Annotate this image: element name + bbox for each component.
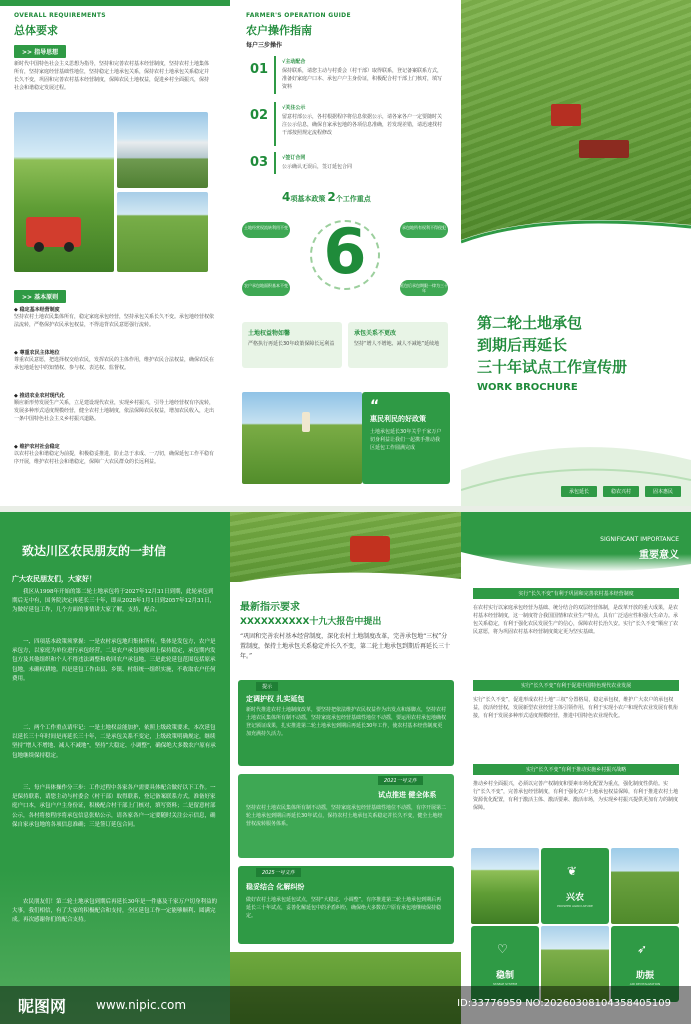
overall-requirements-panel — [0, 0, 230, 506]
letter-paragraph: 三、每户具体操作分三步：工作过程中各家各户需要具体配合做好以下工作。一是保持联系，请您主动与村委会（村干部）取得联系，登记备案联系方式，准备好家庭户口本，承包户户主身份证，积极配合村干部上门核对，填写资料；二是留意村部公示，各村将按程序将承包信息张贴公示，请各家各户一定要随时关注公示信息，确保自家承包地的各项信息准确；三是签订延包合同。 — [12, 785, 216, 828]
policy-card-text: 新时代推进农村土地制度改革，要坚持把依法维护农民权益作为出发点和落脚点，坚持农村土地农民集体所有制不动摇，坚持家庭承包经营基础性地位不动摇，要运用农村承包地确权登记颁证成果，扎实推进第二轮土地承包到期后再延长30年工作，使农村基本经营制度更加充满持久活力。 — [246, 707, 446, 737]
cover-panel — [461, 0, 691, 506]
importance-label: 实行“长久不变”有利于促进中国特色现代农业发展 — [473, 680, 679, 691]
importance-label: 实行“长久不变”有利于推动实施乡村振兴战略 — [473, 764, 679, 775]
importance-text: 在农村实行以家庭承包经营为基础、统分结合的双层经营体制，是改革开放的重大成果，是农村基本经营制度，这一制度符合我国国情和农业生产特点，具有广泛适应性和强大生命力。承包关系稳定，有利于强化农民发展生产的信心，保障农村长治久安。实行“长久不变”顺应了农民意愿，将为巩固农村基本经营制度奠定更为坚实基础。 — [473, 605, 679, 635]
step-number: 03 — [250, 155, 269, 170]
tile-photo — [471, 848, 539, 924]
key-points-heading — [282, 190, 371, 204]
step-head: √主动配合 — [282, 59, 306, 65]
big-six: 6 — [323, 215, 367, 288]
tile-label: 助振 — [635, 971, 654, 981]
principles-label: >> 基本原则 — [14, 290, 66, 303]
importance-text: 实行“长久不变”，促进形成农村土地“三权”分置格局，稳定承包权，维护广大农户的承包权益，放活经营权，发展新型农业经营主体引领作用，有利于实现小农户和现代农业发展有机衔接，有利于发展多种形式适度规模经营，推进中国特色农业现代化。 — [473, 697, 679, 719]
policy-pill: 承包地所有权利不得侵犯 — [400, 222, 448, 238]
harvester-photo — [14, 112, 114, 272]
watermark-bar — [0, 986, 691, 1024]
latest-subheadline: XXXXXXXXXX十九大报告中提出 — [240, 617, 382, 627]
benefit-card: “ 惠民利民的好政策 土地承包延长30年关乎千家万户切身利益让我们一起携手推动我区延包工作圆满完成 — [362, 392, 450, 484]
step-head: √关注公示 — [282, 105, 306, 111]
guiding-label: >> 指导思想 — [14, 45, 66, 58]
key-count-policies: 4 — [282, 190, 291, 204]
policy-card-title: 试点推进 健全体系 — [378, 791, 437, 799]
cover-title-line2: 到期后再延长 — [477, 336, 568, 354]
key-label-policies: 项基本政策 — [290, 195, 326, 203]
letter-paragraph: 二、两个工作重点请牢记：一是土地权益能加护，依照上级政策要求，本次延包以延长三十年时间是再延长三十年，二是承包关系不变定，上级政策明确规定，继续坚持“增人不增地、减人不减地”，坚持“大稳定、小调整”，确保绝大多数农户原有承包地继续保持稳定。 — [12, 725, 216, 759]
policy-card-title: 稳妥结合 化解纠纷 — [246, 883, 305, 891]
letter-greeting: 广大农民朋友们，大家好！ — [12, 575, 96, 583]
letter-panel — [0, 512, 230, 1024]
cover-title-line1: 第二轮土地承包 — [477, 314, 583, 332]
banner-wave — [230, 564, 461, 594]
rocket-icon: ➶ — [637, 942, 648, 956]
farmland-photo — [117, 192, 208, 272]
steps-subtitle: 每户三步操作 — [246, 42, 283, 49]
tile-prosper — [541, 848, 609, 924]
tile-en: AID REVITALIZATION — [629, 982, 661, 986]
tile-label: 稳制 — [495, 971, 514, 981]
step-text: 留意村部公示，各村根据程序将信息依据公示，请各家各户一定要随时关注公示信息，确保自家承包地的各项信息准确，若发现差错，请迅速找村干部按照规定流程修改 — [282, 114, 443, 136]
key-label-focus: 个工作重点 — [335, 195, 371, 203]
principle-text: 顺应新形势发展生产关系，立足建设现代农业，实现乡村振兴，引导土地经营权有序流转，发展多种形式适度规模经营，健全农村土地制度，依法保障农民权益，增加农民收入，走出一条中国特色社会主义乡村振兴道路。 — [14, 400, 214, 422]
cover-tag: 承包延长 — [561, 486, 597, 497]
policy-card-text: 坚持农村土地农民集体所有制不动摇，坚持家庭承包经营基础性地位不动摇，有序开展第二轮土地承包到期后再延长30年试点，保持农村土地承包关系稳定并长久不变，健全土地经营权流转服务体系。 — [246, 805, 446, 827]
step-head: √签订合同 — [282, 155, 306, 161]
step-text: 公示确认无误后，签订延包合同 — [282, 164, 353, 170]
box-title: 承包关系不更改 — [354, 330, 397, 337]
section-en-title: FARMER'S OPERATION GUIDE — [246, 12, 351, 19]
importance-panel — [461, 512, 691, 1024]
year-tag: 2021一号文件 — [378, 776, 423, 785]
heart-hand-icon: ♡ — [497, 942, 508, 956]
policy-card-title: 定调护权 扎实延包 — [246, 695, 305, 703]
guiding-text: 新时代中国特色社会主义思想为指导，坚持和完善农村基本经营制度，坚持农村土地集体所有，坚持家庭经营基础性地位，坚持稳定土地承包关系，保持农村土地承包关系稳定并长久不变，巩固和完善农村基本经营制度，保障农民土地权益，促进乡村全面振兴，保持社会和谐稳定发展过程。 — [14, 61, 210, 91]
policy-card-text: 做好农村土地承包延包试点，坚持“大稳定、小调整”，有序推进第二轮土地承包到期后再延长三十年试点，妥善化解延包中的矛盾纠纷，确保绝大多数农户原有承包地继续保持稳定。 — [246, 897, 442, 919]
policy-box-relation — [348, 322, 448, 368]
step-number: 02 — [250, 108, 269, 123]
principle-head: ◆ 维护农村社会稳定 — [14, 444, 60, 450]
cover-tag: 稳农兴村 — [603, 486, 639, 497]
cover-title-line3: 三十年试点工作宣传册 — [477, 358, 628, 376]
policy-card-1 — [238, 680, 454, 766]
cover-en: WORK BROCHURE — [477, 382, 578, 393]
benefit-title: 惠民利民的好政策 — [370, 415, 426, 423]
step-number: 01 — [250, 62, 269, 77]
latest-quote: “巩固和完善农村基本经营制度，深化农村土地制度改革，完善承包地“三权”分置制度，保持土地承包关系稳定并长久不变，第二轮土地承包到期后再延长三十年。” — [240, 633, 451, 660]
watermark-logo: 昵图网 — [18, 997, 67, 1016]
step-text: 保持联系，请您主动与村委会（村干部）取得联系，登记备案联系方式，准备好家庭户口本、承包户户主身份证，积极配合村干部上门核对，填写资料 — [282, 68, 443, 90]
latest-instructions-panel — [230, 512, 461, 1024]
principle-text: 坚持农村土地农民集体所有，稳定家庭承包经营，坚持承包关系长久不变。承包地经营权依法流转，严格保护农民承包权益，不得违背农民意愿强行流转。 — [14, 314, 214, 328]
cover-tag: 固本惠民 — [645, 486, 681, 497]
hint-tag: 提示 — [256, 682, 278, 691]
greenhouse-photo — [117, 112, 208, 188]
watermark-id: ID:33776959 NO:20260308104358405109 — [457, 998, 671, 1009]
tile-label: 兴农 — [565, 893, 584, 903]
principles-list — [14, 304, 214, 490]
cover-wave — [461, 200, 691, 270]
policy-card-2 — [238, 774, 454, 858]
letter-paragraph: 农民朋友们！第二轮土地承包到期后再延长30年是一件惠及千家万户切身利益的大事，我们相信，有了大家的积极配合和支持，全区延包工作一定能够顺利、圆满完成。再次感谢你们的配合支持。 — [12, 899, 218, 924]
box-text: 严格执行再延长30年政策保障长远利益 — [248, 341, 335, 347]
policy-pill: 土地经营权流转利用不变 — [242, 222, 290, 238]
year-tag: 2025一号文件 — [256, 868, 301, 877]
box-title: 土地权益物如馨 — [248, 330, 291, 337]
section-title: 农户操作指南 — [246, 24, 312, 37]
tile-en: PROSPER AGRICULTURE — [557, 904, 593, 908]
section-en-title: OVERALL REQUIREMENTS — [14, 12, 106, 19]
operation-guide-panel — [230, 0, 461, 506]
benefit-text: 土地承包延长30年关乎千家万户切身利益让我们一起携手推动我区延包工作圆满完成 — [370, 429, 442, 451]
watermark-url: www.nipic.com — [96, 998, 187, 1012]
latest-headline: 最新指示要求 — [240, 602, 300, 613]
principle-head: ◆ 稳定基本经营制度 — [14, 307, 60, 313]
letter-body — [12, 588, 218, 954]
section-title: 重要意义 — [639, 550, 679, 561]
tile-photo — [611, 848, 679, 924]
box-text: 坚持“增人不增地、减人不减地”延续地 — [354, 341, 440, 347]
letter-paragraph: 一、四项基本政策须掌握：一是农村承包地归集体所有，集体是发包方，农户是承包方，以家庭为单位进行承包经营。二是农户承包地原则上保持稳定，承包期内发包方及其他组织和个人不得违法调整和收回农户承包地。三是此轮延包范围包括原承包地，未确权耕地。四是延包工作由县、乡镇、村组统一组织实施，不收取农户任何费用。 — [12, 639, 216, 682]
tile-en: STABLE SYSTEM — [492, 982, 518, 986]
importance-text: 推动乡村全面振兴，必须以完善产权制度和要素市场化配置为重点，强化制度性供给。实行“长久不变”，完善承包经营制度，有利于强化农户土地承包权益保障，有利于推进农村土地资源优化配置，有利于激活主体、激活要素、激活市场，为实现乡村振兴提供更加有力的制度保障。 — [473, 781, 679, 811]
letter-paragraph: 我区从1998年开始的第二轮土地承包将于2027年12月31日到期，此轮承包到期后无中有，国务院决定再延长三十年，即从2028年1月1日到2057年12月31日，为做好延包工作，几个方面的事情讲大家了解，支持，配合。 — [12, 589, 215, 614]
principle-head: ◆ 尊重农民主体地位 — [14, 350, 60, 356]
policy-card-3 — [238, 866, 454, 944]
importance-label: 实行“长久不变”有利于巩固和完善农村基本经营制度 — [473, 588, 679, 599]
policy-pill: 延包后承包期限一律为三十年 — [400, 280, 448, 296]
letter-title: 致达川区农民朋友的一封信 — [22, 544, 167, 558]
section-title: 总体要求 — [14, 24, 58, 37]
principle-text: 以农村社会和谐稳定为前提，积极稳妥推进，防止急于求成、一刀切，确保延包工作平稳有序开展，维护农村社会和谐稳定，保障广大农民群众的长远利益。 — [14, 451, 214, 465]
key-count-focus: 2 — [327, 190, 336, 204]
sprout-icon: ❦ — [567, 864, 578, 878]
section-en-title: SIGNIFICANT IMPORTANCE — [600, 536, 679, 543]
policy-box-rights — [242, 322, 342, 368]
farmer-field-photo — [242, 392, 362, 484]
principle-text: 尊重农民意愿，把选择权交给农民，发挥农民的主体作用，维护农民合法权益，确保农民在承包地延包中的知情权、参与权、表达权、监督权。 — [14, 357, 214, 371]
policy-pill: 农户承包地面积基本不变 — [242, 280, 290, 296]
principle-head: ◆ 推进农业农村现代化 — [14, 393, 65, 399]
